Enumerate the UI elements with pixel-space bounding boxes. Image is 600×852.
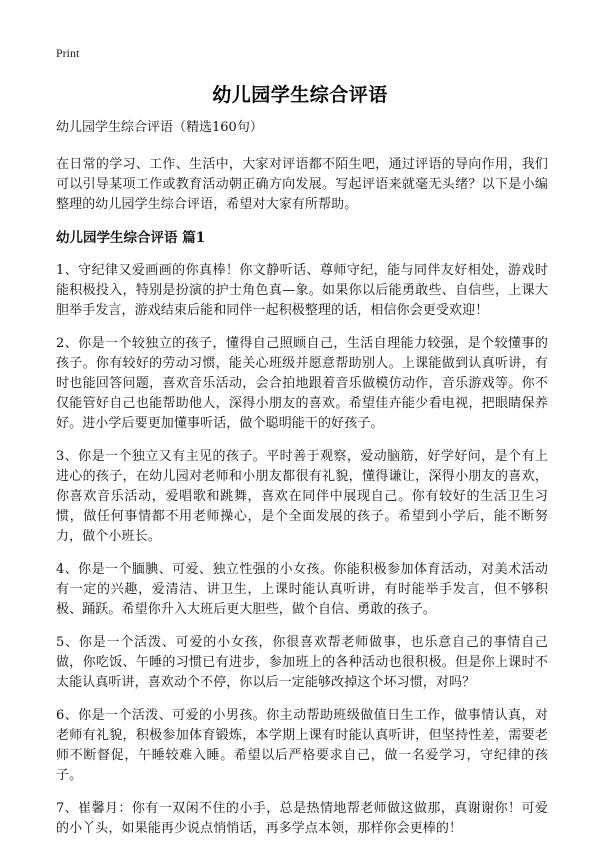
comment-paragraph: 7、崔馨月：你有一双闲不住的小手，总是热情地帮老师做这做那，真谢谢你！可爱的小丫头，如果能再少说点悄悄话，再多学点本领，那样你会更棒的！ <box>56 801 548 836</box>
comment-paragraph: 1、守纪律又爱画画的你真棒！你文静听话、尊师守纪，能与同伴友好相处，游戏时能积极投入，特别是扮演的护士角色真—象。如果你以后能勇敢些、自信些，上课大胆举手发言，游戏结束后能和同伴一起积极整理的话，相信你会更受欢迎！ <box>56 263 548 318</box>
document-subtitle: 幼儿园学生综合评语（精选160句） <box>56 120 263 135</box>
comment-paragraph: 2、你是一个较独立的孩子，懂得自己照顾自己，生活自理能力较强，是个较懂事的孩子。你有较好的劳动习惯，能关心班级并愿意帮助别人。上课能做到认真听讲，有时也能回答问题，喜欢音乐活动，会合拍地跟着音乐做模仿动作，音乐游戏等。你不仅能管好自己也能帮助他人，深得小朋友的喜欢。希望佳卉能少看电视，把眼睛保养好。进小学后要更加懂事听话，做个聪明能干的好孩子。 <box>56 336 548 431</box>
comment-paragraph: 6、你是一个活泼、可爱的小男孩。你主动帮助班级做值日生工作，做事情认真，对老师有礼貌，积极参加体育锻炼，本学期上课有时能认真听讲，但坚持性差，需要老师不断督促，午睡较难入睡。希望以后严格要求自己，做一名爱学习，守纪律的孩子。 <box>56 708 548 783</box>
comment-paragraph: 5、你是一个活泼、可爱的小女孩，你很喜欢帮老师做事，也乐意自己的事情自己做，你吃饭、午睡的习惯已有进步，参加班上的各种活动也很积极。但是你上课时不太能认真听讲，喜欢动个不停，你以后一定能够改掉这个坏习惯，对吗？ <box>56 635 548 690</box>
print-link[interactable]: Print <box>56 46 80 60</box>
comment-paragraph: 3、你是一个独立又有主见的孩子。平时善于观察，爱动脑筋，好学好问，是个有上进心的孩子，在幼儿园对老师和小朋友都很有礼貌，懂得谦让，深得小朋友的喜欢，你喜欢音乐活动，爱唱歌和跳舞，喜欢在同伴中展现自己。你有较好的生活卫生习惯，做任何事情都不用老师操心，是个全面发展的孩子。希望到小学后，能不断努力，做个小班长。 <box>56 449 548 544</box>
comment-paragraph: 4、你是一个腼腆、可爱、独立性强的小女孩。你能积极参加体育活动，对美术活动有一定的兴趣，爱清洁、讲卫生，上课时能认真听讲，有时能举手发言，但不够积极、踊跃。希望你升入大班后更大胆些，做个自信、勇敢的孩子。 <box>56 562 548 617</box>
intro-paragraph: 在日常的学习、工作、生活中，大家对评语都不陌生吧，通过评语的导向作用，我们可以引导某项工作或教育活动朝正确方向发展。写起评语来就毫无头绪？以下是小编整理的幼儿园学生综合评语，希望对大家有所帮助。 <box>56 157 548 212</box>
article-body <box>56 118 548 852</box>
section-heading: 幼儿园学生综合评语 篇1 <box>56 230 206 246</box>
page-title: 幼儿园学生综合评语 <box>212 84 388 106</box>
